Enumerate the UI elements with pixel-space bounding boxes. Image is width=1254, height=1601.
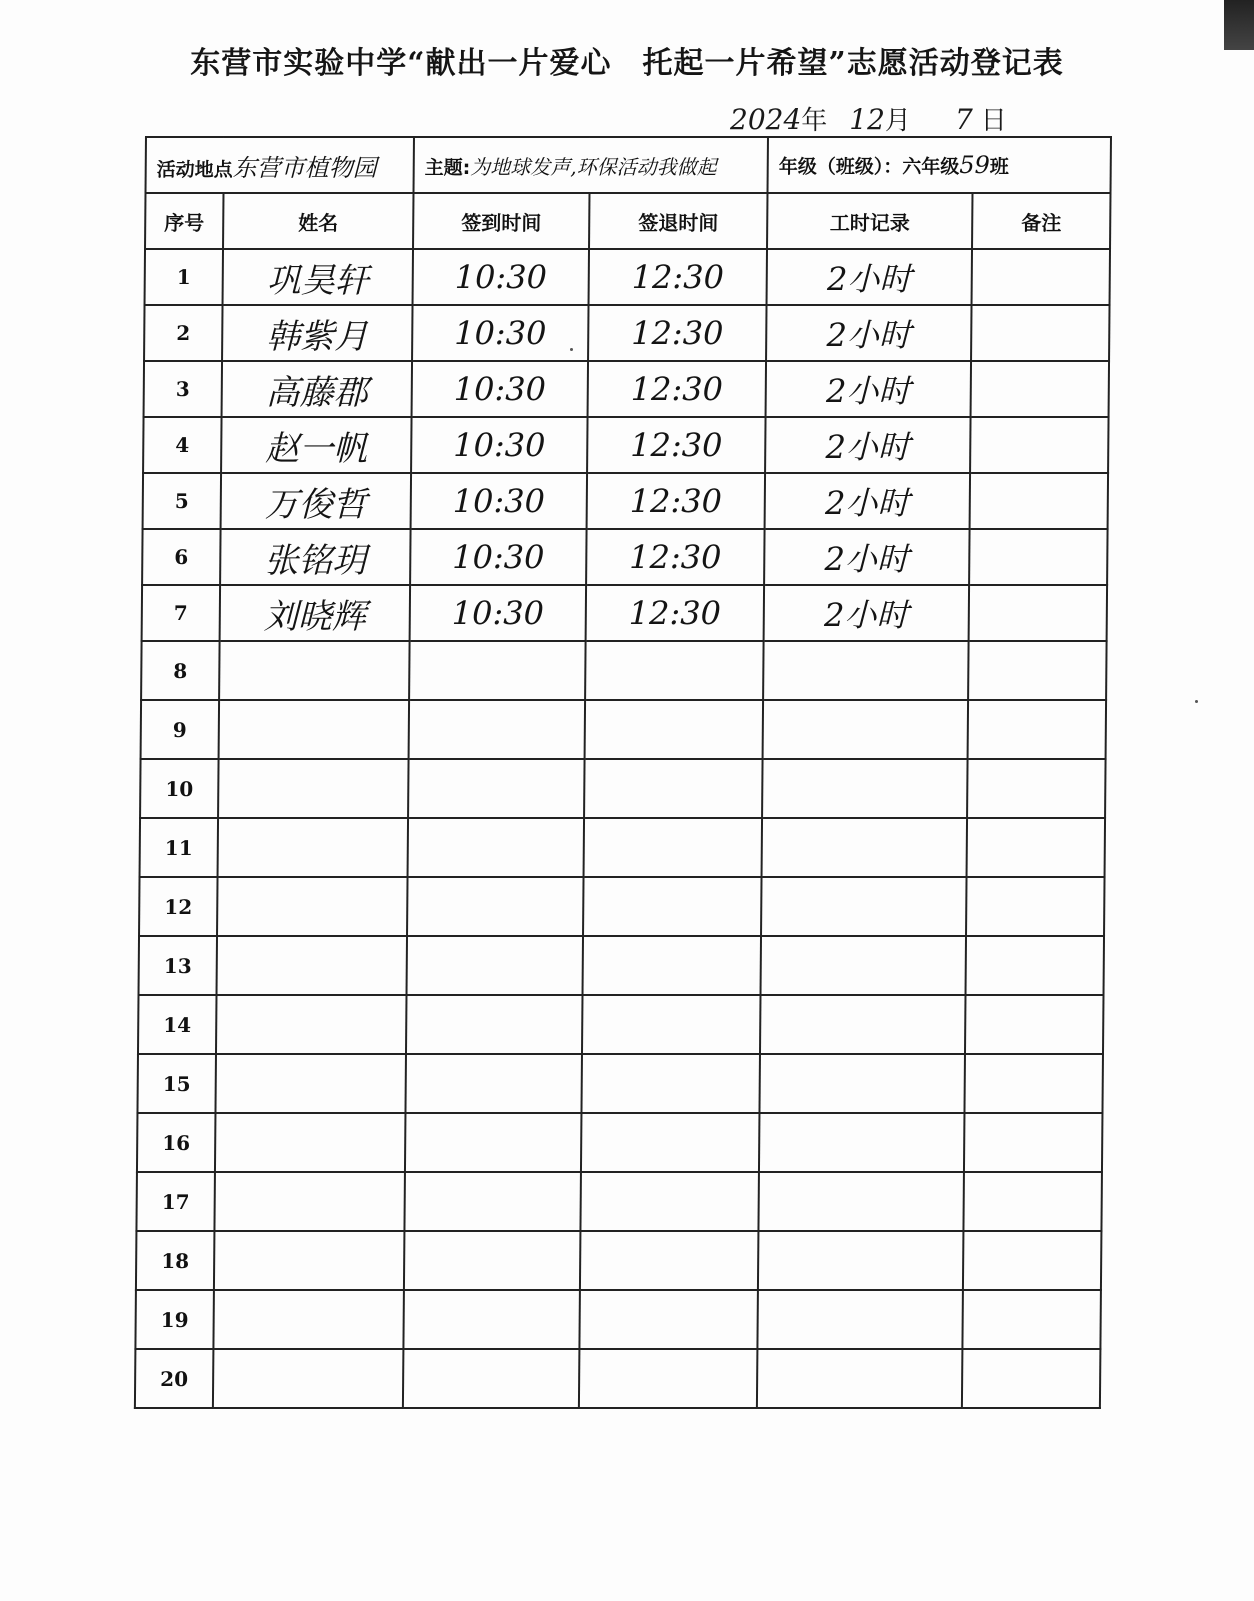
table-row [140,759,1106,818]
row-checkin [408,818,585,877]
row-hours [761,877,967,936]
grade-cell [768,137,1111,193]
row-checkin [409,700,586,759]
row-hours: 2小时 [764,529,969,585]
row-checkin [407,877,584,936]
row-note [962,1349,1101,1408]
row-checkin: 10:30 [413,249,589,305]
table-row [136,1172,1102,1231]
row-hours [758,1231,964,1290]
row-checkin: 10:30 [410,585,586,641]
row-checkin [409,641,586,700]
row-number: 13 [139,936,218,995]
row-number: 12 [139,877,218,936]
row-checkout [579,1290,758,1349]
row-note [968,700,1107,759]
row-checkout: 12:30 [586,529,764,585]
table-row [144,305,1110,361]
row-name [214,1231,405,1290]
date-month-unit: 月 [884,106,911,136]
row-name: 张铭玥 [220,529,411,585]
row-hours [759,1113,965,1172]
row-checkin: 10:30 [410,529,586,585]
row-note [965,995,1104,1054]
col-header-no: 序号 [145,193,223,249]
scan-speck [1195,700,1198,703]
row-name: 韩紫月 [222,305,413,361]
scan-speck [570,348,573,351]
row-number: 16 [137,1113,216,1172]
row-note [967,818,1106,877]
form-date [730,100,1007,137]
row-name [218,759,409,818]
table-row [145,249,1111,305]
theme-value: 为地球发声,环保活动我做起 [470,154,717,179]
registration-table [134,136,1112,1409]
row-number: 7 [142,585,220,641]
row-number: 1 [145,249,223,305]
row-checkout [585,641,764,700]
row-number: 5 [143,473,221,529]
row-checkout [583,936,762,995]
row-number: 20 [135,1349,214,1408]
row-checkout [579,1349,758,1408]
row-note [968,641,1107,700]
table-row [138,995,1104,1054]
row-checkout: 12:30 [587,473,765,529]
grade-label: 年级（班级）： [778,156,903,178]
row-hours [757,1349,963,1408]
row-checkin [405,1113,582,1172]
table-row [143,417,1109,473]
row-checkout [581,1113,760,1172]
row-checkout [581,1054,760,1113]
date-year: 2024 [730,103,802,136]
row-number: 4 [143,417,221,473]
row-hours [762,818,968,877]
col-header-checkin: 签到时间 [413,193,589,249]
row-checkin [404,1172,581,1231]
row-checkin [408,759,585,818]
row-hours: 2小时 [765,417,970,473]
row-hours [758,1172,964,1231]
row-name: 赵一帆 [221,417,412,473]
row-name [218,818,409,877]
row-checkout: 12:30 [586,585,764,641]
row-name [219,641,410,700]
row-name [217,877,408,936]
table-row [142,529,1108,585]
row-checkout [584,818,763,877]
row-name: 高藤郡 [222,361,413,417]
row-number: 8 [141,641,220,700]
row-name [215,1113,406,1172]
row-number: 18 [136,1231,215,1290]
row-checkout: 12:30 [587,417,765,473]
table-row [143,473,1109,529]
row-note [964,1113,1103,1172]
row-checkout: 12:30 [588,361,766,417]
table-row [141,641,1107,700]
row-note [969,585,1107,641]
row-number: 2 [144,305,222,361]
table-row [136,1231,1102,1290]
row-name [215,1054,406,1113]
row-checkout [584,759,763,818]
row-note [971,361,1109,417]
row-hours: 2小时 [766,361,971,417]
row-note [964,1054,1103,1113]
row-hours [757,1290,963,1349]
row-number: 9 [141,700,220,759]
row-note [963,1172,1102,1231]
date-month: 12 [849,103,885,136]
col-header-hours: 工时记录 [767,193,972,249]
theme-cell [414,137,768,193]
header-row [145,193,1111,249]
table-row [137,1054,1103,1113]
row-hours [762,759,968,818]
location-label: 活动地点 [156,158,233,181]
row-number: 14 [138,995,217,1054]
col-header-note: 备注 [972,193,1110,249]
row-hours [760,995,966,1054]
row-number: 15 [137,1054,216,1113]
form-title: 东营市实验中学“献出一片爱心 托起一片希望”志愿活动登记表 [190,46,1064,81]
row-number: 19 [135,1290,214,1349]
row-checkout [585,700,764,759]
theme-label: 主题: [424,156,471,179]
row-checkin [407,936,584,995]
col-header-checkout: 签退时间 [589,193,767,249]
row-note [970,417,1108,473]
row-number: 17 [136,1172,215,1231]
row-hours: 2小时 [766,305,971,361]
row-checkin [404,1231,581,1290]
table-row [140,818,1106,877]
row-note [962,1290,1101,1349]
row-note [966,877,1105,936]
table-row [139,936,1105,995]
table-row [141,700,1107,759]
row-checkout [580,1231,759,1290]
row-name [219,700,410,759]
row-hours [759,1054,965,1113]
row-name [217,936,408,995]
location-value: 东营市植物园 [232,153,377,182]
table-row [144,361,1110,417]
row-checkout [582,995,761,1054]
row-checkin [405,1054,582,1113]
col-header-name: 姓名 [223,193,414,249]
date-year-unit: 年 [801,106,828,136]
row-note [963,1231,1102,1290]
row-number: 6 [142,529,220,585]
row-number: 10 [140,759,219,818]
row-name [213,1290,404,1349]
row-checkin [406,995,583,1054]
row-hours: 2小时 [765,473,970,529]
row-note [969,529,1107,585]
row-hours [761,936,967,995]
row-number: 3 [144,361,222,417]
row-checkin: 10:30 [412,305,588,361]
row-name: 万俊哲 [221,473,412,529]
location-cell [146,137,415,193]
row-checkin: 10:30 [412,361,588,417]
row-checkout: 12:30 [588,305,766,361]
row-name [216,995,407,1054]
row-note [970,473,1108,529]
row-name [214,1172,405,1231]
row-note [971,305,1109,361]
row-hours: 2小时 [764,585,969,641]
row-note [967,759,1106,818]
grade-class: 59 [959,151,990,179]
row-name [213,1349,404,1408]
row-hours [763,641,969,700]
row-name: 巩昊轩 [223,249,414,305]
table-row [142,585,1108,641]
date-day-unit: 日 [980,106,1007,136]
table-row [137,1113,1103,1172]
info-row [146,137,1112,193]
row-name: 刘晓辉 [220,585,411,641]
table-row [135,1349,1101,1408]
grade-prefix: 六年级 [902,156,960,178]
grade-suffix: 班 [989,156,1009,178]
row-checkin [403,1349,580,1408]
row-checkin: 10:30 [411,473,587,529]
row-checkout [580,1172,759,1231]
date-day: 7 [954,103,973,136]
row-number: 11 [140,818,219,877]
row-hours: 2小时 [767,249,972,305]
row-checkout: 12:30 [589,249,767,305]
row-checkin [403,1290,580,1349]
table-row [135,1290,1101,1349]
row-checkin: 10:30 [411,417,587,473]
table-row [139,877,1105,936]
row-hours [763,700,969,759]
row-note [972,249,1110,305]
row-checkout [583,877,762,936]
row-note [966,936,1105,995]
